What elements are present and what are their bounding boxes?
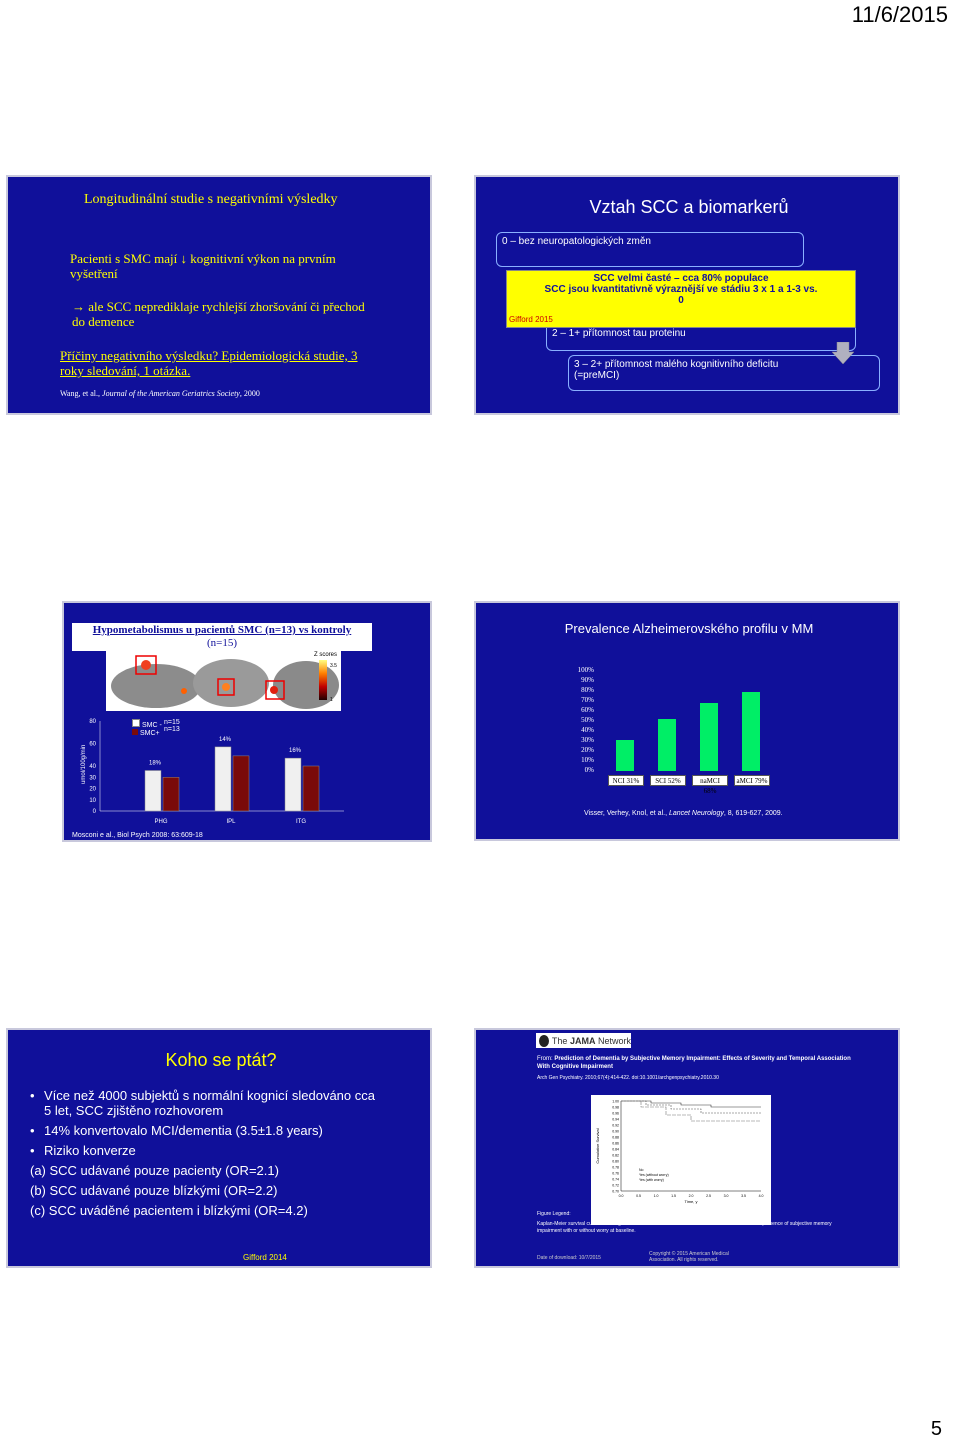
x-label-3: aMCI 79% <box>734 775 770 786</box>
copyright <box>649 1251 729 1263</box>
bullet-1-line2: 5 let, SCC zjištěno rozhovorem <box>44 1103 224 1118</box>
zscore-label: Z scores <box>314 652 338 658</box>
slide-jama-figure <box>474 1028 900 1268</box>
figure-legend-title: Figure Legend: <box>537 1211 571 1217</box>
slide-longitudinal-study <box>6 175 432 415</box>
x-label-phg: PHG <box>154 819 168 825</box>
km-y-tick: 0.96 <box>612 1111 619 1116</box>
legend-smc-minus: SMC - <box>141 722 162 729</box>
citation-journal: Lancet Neurology <box>668 810 724 817</box>
slide-text-line2: → ale SCC neprediklaje rychlejší zhoršování či přechod do demence <box>72 299 365 329</box>
citation-journal: Journal of the American Geriatrics Society <box>102 389 240 398</box>
bullet-2-text: 14% konvertovalo MCI/dementia (3.5±1.8 years) <box>44 1123 323 1138</box>
km-x-tick: 1.0 <box>653 1194 659 1198</box>
prevalence-chart <box>564 667 794 797</box>
article-header <box>537 1055 857 1071</box>
slide-hypometabolism <box>62 601 432 842</box>
callout-line3: 0 <box>678 295 684 306</box>
y-tick-label: 0 <box>92 809 96 815</box>
brand-suffix: Network <box>597 1035 631 1046</box>
jama-content <box>531 1051 899 1266</box>
x-label-itg: ITG <box>296 819 306 825</box>
km-legend-2: Yes (with worry) <box>639 1178 664 1182</box>
km-legend-1: Yes (without worry) <box>639 1173 669 1177</box>
citation-authors: Visser, Verhey, Knol, et al., <box>584 810 668 817</box>
km-x-tick: 3.0 <box>723 1194 729 1198</box>
figure-legend-text: Kaplan-Meier survival curves showing the conversion to dementia in Alzheimer disease relative to the presence of subjective memory impairment with or without worry at baseline. <box>537 1221 832 1234</box>
km-x-label: Time, y <box>684 1199 698 1204</box>
brain-image-panel <box>106 651 341 711</box>
km-y-tick: 0.76 <box>612 1171 619 1176</box>
slide-citation <box>584 810 783 817</box>
x-label-1: SCI 52% <box>650 775 686 786</box>
chart-ylabel: umol/100g/min <box>81 744 87 784</box>
stage-2-label: 2 – 1+ přítomnost tau proteinu <box>552 328 686 339</box>
prevalence-bar-3 <box>742 692 760 771</box>
km-y-tick: 0.88 <box>612 1135 619 1140</box>
slide-text-line1: Pacienti s SMC mají ↓ kognitivní výkon na prvním vyšetření <box>70 251 336 281</box>
legend-swatch-smc-minus <box>132 719 140 727</box>
from-label: From: <box>537 1056 553 1062</box>
legend <box>132 719 162 737</box>
km-y-tick: 0.98 <box>612 1105 619 1110</box>
prevalence-bar-2 <box>700 703 718 771</box>
slide-title <box>72 623 372 651</box>
stage-3-label: 3 – 2+ přítomnost malého kognitivního deficitu <box>574 359 779 370</box>
brain-scan-illustration <box>106 651 341 711</box>
legend-swatch-smc-plus <box>132 729 138 735</box>
legend-smc-plus: SMC+ <box>139 730 160 737</box>
callout-box <box>506 270 856 328</box>
slide-title: Prevalence Alzheimerovského profilu v MM <box>564 621 814 636</box>
item-b: (b) SCC udávané pouze blízkými (OR=2.2) <box>30 1183 278 1198</box>
km-y-label: Cumulative Survival <box>595 1128 600 1164</box>
slide-title-line1: Hypometabolismus u pacientů SMC (n=13) vs kontroly <box>92 624 352 636</box>
bullet-1: • Více než 4000 subjektů s normální kognicí sledováno cca 5 let, SCC zjištěno rozhovorem <box>30 1088 375 1118</box>
prevalence-bar-1 <box>658 719 676 771</box>
y-tick-label: 90% <box>581 676 594 684</box>
km-y-tick: 0.94 <box>612 1117 619 1122</box>
km-y-tick: 0.84 <box>612 1147 619 1152</box>
km-y-tick: 0.72 <box>612 1183 619 1188</box>
y-tick-label: 30 <box>89 775 96 782</box>
km-curve-chart <box>591 1095 771 1225</box>
y-tick-label: 60 <box>89 741 96 748</box>
km-y-tick: 0.80 <box>612 1159 619 1164</box>
y-tick-label: 70% <box>581 696 594 704</box>
brand-prefix: The <box>551 1035 568 1046</box>
item-c: (c) SCC uváděné pacientem i blízkými (OR=4.2) <box>30 1203 308 1218</box>
slide-citation: Mosconi e al., Biol Psych 2008: 63:609-18 <box>72 832 203 839</box>
citation-author: Wang, et al., <box>60 389 101 398</box>
y-tick-label: 50% <box>581 716 594 724</box>
x-label-ipl: IPL <box>226 819 236 825</box>
legend-n1: n=15 <box>164 719 180 726</box>
stage-3-sublabel: (=preMCI) <box>574 370 620 381</box>
km-x-tick: 2.5 <box>706 1194 711 1198</box>
x-label-2: naMCI 68% <box>692 775 728 786</box>
y-tick-label: 20 <box>89 786 96 793</box>
figure-legend <box>537 1211 837 1235</box>
slide-citation <box>60 389 260 398</box>
download-date: Date of download: 10/7/2015 <box>537 1255 601 1261</box>
slide-title-line2: (n=15) <box>206 637 238 649</box>
callout-line1: SCC velmi časté – cca 80% populace <box>593 273 769 284</box>
y-tick-label: 10 <box>89 797 96 804</box>
slide-title: Longitudinální studie s negativními výsledky <box>84 192 338 207</box>
bar-phg-smc-minus <box>145 771 161 812</box>
y-tick-label: 60% <box>581 706 594 714</box>
bullet-3-text: Riziko konverze <box>44 1143 136 1158</box>
bar-ipl-smc-plus <box>233 756 249 811</box>
km-y-tick: 0.74 <box>612 1177 619 1182</box>
metabolism-bar-chart <box>64 711 364 831</box>
slide-title: Vztah SCC a biomarkerů <box>589 197 789 217</box>
slide-prevalence <box>474 601 900 841</box>
km-x-tick: 0.5 <box>636 1194 641 1198</box>
bullet-3: • Riziko konverze <box>30 1143 136 1158</box>
km-curve-no <box>621 1101 761 1107</box>
y-tick-label: 30% <box>581 736 594 744</box>
km-y-tick: 0.82 <box>612 1153 619 1158</box>
annotation-itg: 16% <box>289 748 302 755</box>
km-plot <box>591 1095 771 1225</box>
km-x-tick: 2.0 <box>688 1194 694 1198</box>
bar-itg-smc-plus <box>303 766 319 811</box>
zscore-min: 1 <box>330 697 333 703</box>
article-title: Prediction of Dementia by Subjective Memory Impairment: Effects of Severity and Temporal Association With Cognitive Impairment <box>537 1056 851 1070</box>
km-legend-0: No <box>639 1168 644 1172</box>
y-tick-label: 80% <box>581 686 594 694</box>
slide-scc-biomarkers <box>474 175 900 415</box>
km-y-tick: 1.00 <box>612 1099 619 1104</box>
brand-name: JAMA <box>569 1035 596 1046</box>
stage-0-label: 0 – bez neuropatologických změn <box>502 236 651 247</box>
y-tick-label: 20% <box>581 746 594 754</box>
copyright-line2: Association. All rights reserved. <box>649 1257 719 1263</box>
slide-who-to-ask <box>6 1028 432 1268</box>
km-y-tick: 0.90 <box>612 1129 619 1134</box>
bar-phg-smc-plus <box>163 777 179 811</box>
y-tick-label: 10% <box>581 756 594 764</box>
bar-itg-smc-minus <box>285 758 301 811</box>
bullet-1-line1: Více než 4000 subjektů s normální kognicí sledováno cca <box>44 1088 375 1103</box>
journal-ref: Arch Gen Psychiatry. 2010;67(4):414-422. doi:10.1001/archgenpsychiatry.2010.30 <box>537 1075 719 1081</box>
y-tick-label: 0% <box>584 766 594 774</box>
km-y-tick: 0.86 <box>612 1141 619 1146</box>
km-y-tick: 0.70 <box>612 1189 619 1194</box>
y-tick-label: 40% <box>581 726 594 734</box>
arrow-down-icon <box>831 342 855 366</box>
km-x-tick: 3.5 <box>741 1194 746 1198</box>
callout-source: Gifford 2015 <box>509 315 553 324</box>
annotation-ipl: 14% <box>219 736 232 743</box>
legend-counts <box>164 719 180 733</box>
citation-rest: , 8, 619-627, 2009. <box>723 810 783 817</box>
annotation-phg: 18% <box>149 760 162 767</box>
km-x-tick: 4.0 <box>758 1194 764 1198</box>
slide-text-line3: Příčiny negativního výsledku? Epidemiologická studie, 3 roky sledování, 1 otázka. <box>60 348 358 378</box>
bar-ipl-smc-minus <box>215 747 231 811</box>
zscore-max: 3.5 <box>330 663 337 669</box>
zscore-colorbar <box>319 660 327 700</box>
stage-0-box <box>496 232 804 267</box>
page-number: 5 <box>930 1418 942 1440</box>
legend-n2: n=13 <box>164 726 180 733</box>
y-tick-label: 100% <box>577 666 594 674</box>
km-x-tick: 0.0 <box>618 1194 624 1198</box>
jama-logo <box>536 1033 631 1048</box>
km-y-tick: 0.78 <box>612 1165 619 1170</box>
jama-globe-icon <box>539 1035 549 1047</box>
bullet-list <box>30 1088 425 1218</box>
y-tick-label: 40 <box>89 764 96 770</box>
prevalence-bar-0 <box>616 740 634 771</box>
km-curve-with-worry <box>621 1101 761 1121</box>
metabolism-chart <box>64 711 364 831</box>
km-x-tick: 1.5 <box>671 1194 676 1198</box>
km-y-tick: 0.92 <box>612 1123 619 1128</box>
y-tick-label: 80 <box>89 719 96 725</box>
header-date: 11/6/2015 <box>851 2 948 27</box>
item-a: (a) SCC udávané pouze pacienty (OR=2.1) <box>30 1163 279 1178</box>
callout-line2: SCC jsou kvantitativně výraznější ve stádiu 3 x 1 a 1-3 vs. <box>544 284 818 295</box>
copyright-line1: Copyright © 2015 American Medical <box>649 1251 729 1257</box>
bullet-2: • 14% konvertovalo MCI/dementia (3.5±1.8 years) <box>30 1123 323 1138</box>
x-label-0: NCI 31% <box>608 775 644 786</box>
slide-title: Koho se ptát? <box>165 1050 277 1070</box>
citation-year: , 2000 <box>239 389 260 398</box>
slide-footer: Gifford 2014 <box>243 1253 287 1262</box>
